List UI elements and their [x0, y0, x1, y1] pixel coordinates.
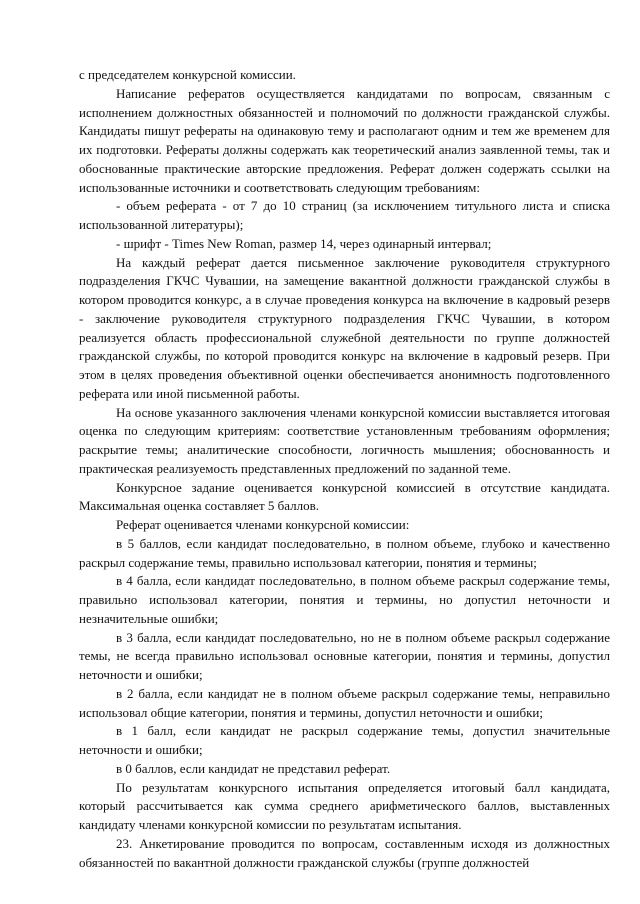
paragraph-score-3: в 3 балла, если кандидат последовательно, но не в полном объеме раскрыл содержание темы, не всегда правильно использовал основные категории, понятия и термины, допустил неточности и ошибки; [79, 629, 610, 682]
paragraph-max-score: Конкурсное задание оценивается конкурсной комиссией в отсутствие кандидата. Максимальная оценка составляет 5 баллов. [79, 479, 610, 514]
paragraph-essay-writing: Написание рефератов осуществляется кандидатами по вопросам, связанным с исполнением должностных обязанностей и полномочий по должности гражданской службы. Кандидаты пишут рефераты на одинаковую тему и располагают одним и тем же временем для их подготовки. Рефераты должны содержать как теоретический анализ заявленной темы, так и обоснованные практические авторские предложения. Реферат должен содержать ссылки на использованные источники и соответствовать следующим требованиям: [79, 85, 610, 195]
paragraph-final-score: По результатам конкурсного испытания определяется итоговый балл кандидата, который рассчитывается как сумма среднего арифметического баллов, выставленных кандидату членами конкурсной комиссии по результатам испытания. [79, 779, 610, 832]
document-body [79, 66, 610, 872]
paragraph-requirement-volume: - объем реферата - от 7 до 10 страниц (за исключением титульного листа и списка использованной литературы); [79, 198, 610, 232]
paragraph-questionnaire: 23. Анкетирование проводится по вопросам, составленным исходя из должностных обязанностей по вакантной должности гражданской службы (группе должностей [79, 835, 610, 870]
paragraph-score-5: в 5 баллов, если кандидат последовательно, в полном объеме, глубоко и качественно раскрыл содержание темы, правильно использовал категории, понятия и термины; [79, 535, 610, 570]
paragraph-written-conclusion: На каждый реферат дается письменное заключение руководителя структурного подразделения ГКЧС Чувашии, на замещение вакантной должности гражданской службы в котором проводится конкурс, а в случае проведения конкурса на включение в кадровый резерв - заключение руководителя структурного подразделения ГКЧС Чувашии, в котором реализуется область профессиональной служебной деятельности по группе должностей гражданской службы, по которой проводится конкурс на включение в кадровый резерв. При этом в целях проведения объективной оценки обеспечивается анонимность подготовленного реферата или иной письменной работы. [79, 254, 610, 401]
paragraph-score-1: в 1 балл, если кандидат не раскрыл содержание темы, допустил значительные неточности и ошибки; [79, 723, 610, 757]
paragraph-score-4: в 4 балла, если кандидат последовательно, в полном объеме раскрыл содержание темы, правильно использовал категории, понятия и термины, но допустил неточности и незначительные ошибки; [79, 573, 610, 626]
paragraph-continuation: с председателем конкурсной комиссии. [79, 67, 296, 82]
paragraph-scoring-intro: Реферат оценивается членами конкурсной комиссии: [116, 517, 410, 532]
paragraph-requirement-font: - шрифт - Times New Roman, размер 14, через одинарный интервал; [116, 235, 492, 251]
paragraph-evaluation-criteria: На основе указанного заключения членами конкурсной комиссии выставляется итоговая оценка по следующим критериям: соответствие установленным требованиям оформления; раскрытие темы; аналитические способности, логичность мышления; обоснованность и практическая реализуемость представленных предложений по заданной теме. [79, 404, 610, 476]
paragraph-score-2: в 2 балла, если кандидат не в полном объеме раскрыл содержание темы, неправильно использовал общие категории, понятия и термины, допустил неточности и ошибки; [79, 685, 610, 720]
paragraph-score-0: в 0 баллов, если кандидат не представил реферат. [116, 760, 391, 776]
